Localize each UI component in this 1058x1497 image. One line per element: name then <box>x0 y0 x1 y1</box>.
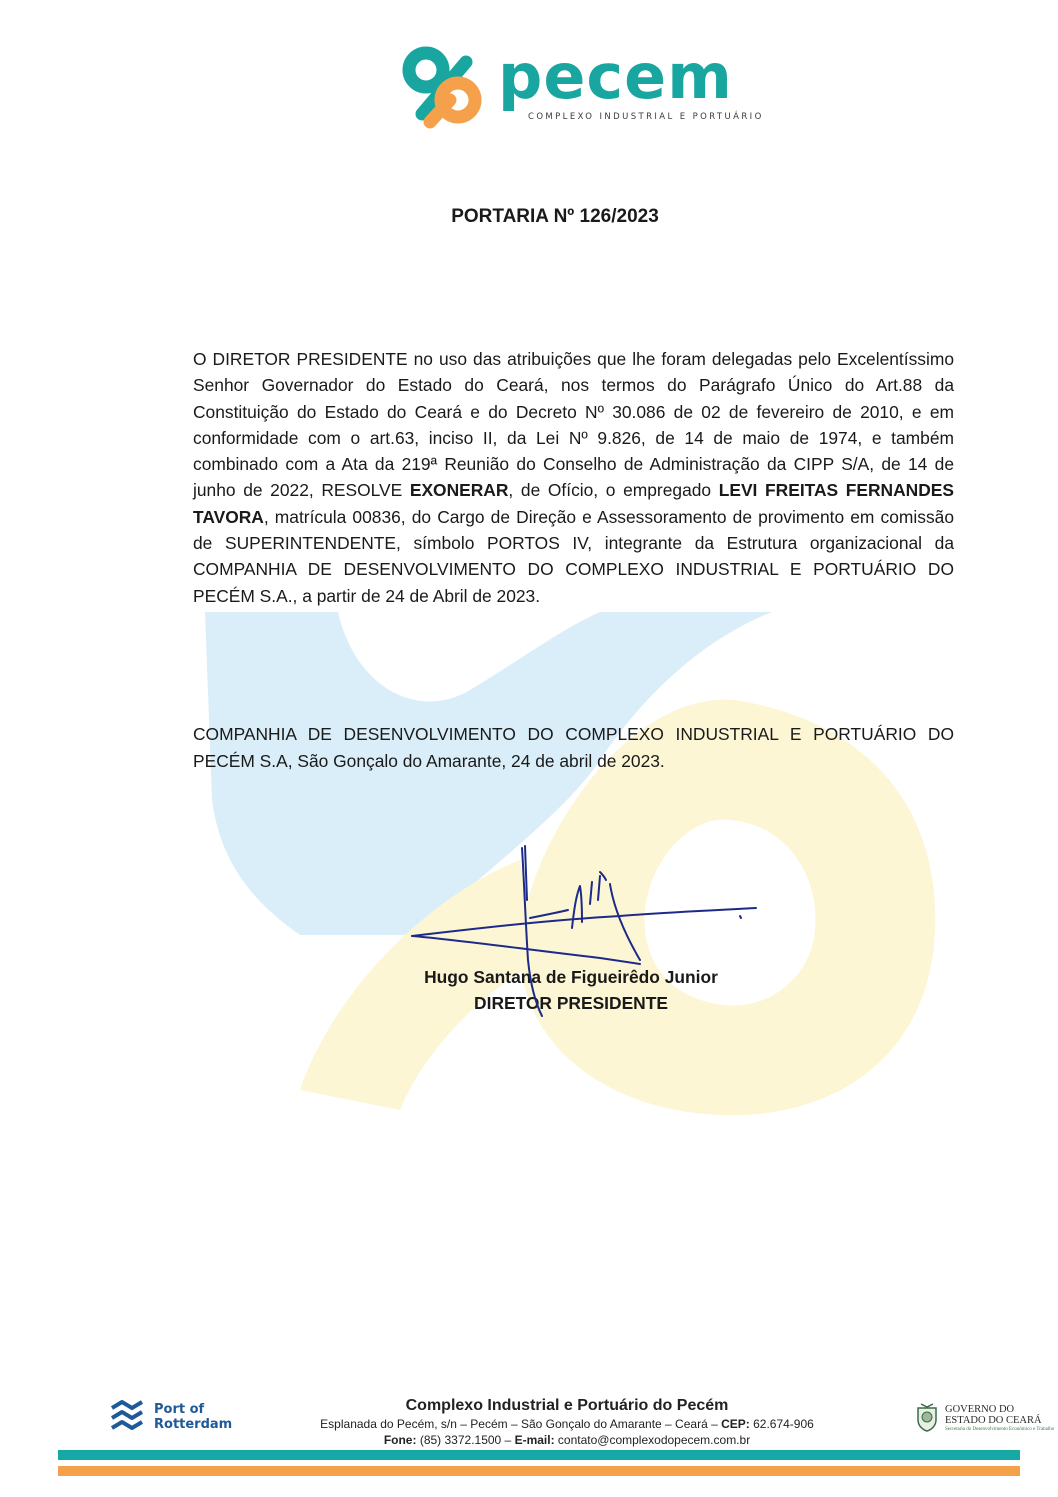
phone-value: (85) 3372.1500 – <box>416 1433 515 1447</box>
body-bold-exonerar: EXONERAR <box>409 480 509 501</box>
email-value: contato@complexodopecem.com.br <box>554 1433 751 1447</box>
rotterdam-text <box>154 1402 232 1432</box>
footer <box>0 1390 1058 1497</box>
pecem-percent-logo-icon <box>400 44 490 130</box>
port-line-1: Port of <box>154 1402 205 1417</box>
footer-stripe-teal <box>58 1450 1020 1460</box>
closing-paragraph: COMPANHIA DE DESENVOLVIMENTO DO COMPLEXO INDUSTRIAL E PORTUÁRIO DO PECÉM S.A, São Gonçalo do Amarante, 24 de abril de 2023. <box>193 724 954 771</box>
cep-value: 62.674-906 <box>749 1417 814 1431</box>
handwritten-signature <box>400 840 770 1020</box>
port-line-2: Rotterdam <box>154 1417 233 1432</box>
port-of-rotterdam-logo <box>108 1400 248 1440</box>
cep-label: CEP: <box>721 1417 750 1431</box>
footer-phone-email <box>270 1432 864 1448</box>
body-text-part-2: , de Ofício, o empregado <box>508 480 719 501</box>
phone-label: Fone: <box>383 1433 417 1447</box>
governo-ceara-logo <box>914 1402 1055 1442</box>
document-title: PORTARIA Nº 126/2023 <box>451 206 659 227</box>
footer-contact <box>270 1396 864 1448</box>
gov-line-2: ESTADO DO CEARÁ <box>945 1415 1042 1426</box>
footer-stripe-orange <box>58 1466 1020 1476</box>
footer-company: Complexo Industrial e Portuário do Pecém <box>405 1397 729 1414</box>
body-text-part-3: , matrícula 00836, do Cargo de Direção e Assessoramento de provimento em comissão de SUPERINTENDENTE, símbolo PORTOS IV, integrante da Estrutura organizacional da COMPANHIA DE DESENVOLVIMENTO DO COMPLEXO INDUSTRIAL E PORTUÁRIO DO PECÉM S.A., a partir de 24 de Abril de 2023. <box>193 506 954 606</box>
body-paragraph <box>193 346 954 609</box>
body-text-part-1: O DIRETOR PRESIDENTE no uso das atribuições que lhe foram delegadas pelo Excelentíssimo Senhor Governador do Estado do Ceará, nos termos do Parágrafo Único do Art.88 da Constituição do Estado do Ceará e do Decreto Nº 30.086 de 02 de fevereiro de 2010, e em conformidade com o art.63, inciso II, da Lei Nº 9.826, de 14 de maio de 1974, e também combinado com a Ata da 219ª Reunião do Conselho de Administração da CIPP S/A, de 14 de junho de 2022, RESOLVE <box>193 349 954 501</box>
address-text: Esplanada do Pecém, s/n – Pecém – São Gonçalo do Amarante – Ceará – <box>320 1417 722 1431</box>
logo-wordmark: pecem <box>498 40 733 113</box>
gov-line-3: Secretaria do Desenvolvimento Econômico e Trabalho <box>945 1427 1055 1432</box>
coat-of-arms-icon <box>914 1402 940 1432</box>
email-label: E-mail: <box>514 1433 555 1447</box>
signer-role: DIRETOR PRESIDENTE <box>474 993 668 1013</box>
gov-text <box>945 1404 1054 1433</box>
pecem-logo <box>400 40 764 130</box>
footer-address <box>270 1416 864 1432</box>
body-bold-employee-name: LEVI FREITAS FERNANDES TAVORA <box>193 480 954 527</box>
rotterdam-waves-icon <box>108 1400 148 1436</box>
gov-line-1: GOVERNO DO <box>945 1404 1015 1415</box>
logo-subtitle: COMPLEXO INDUSTRIAL E PORTUÁRIO <box>528 112 764 122</box>
signer-name: Hugo Santana de Figueirêdo Junior <box>424 967 718 987</box>
